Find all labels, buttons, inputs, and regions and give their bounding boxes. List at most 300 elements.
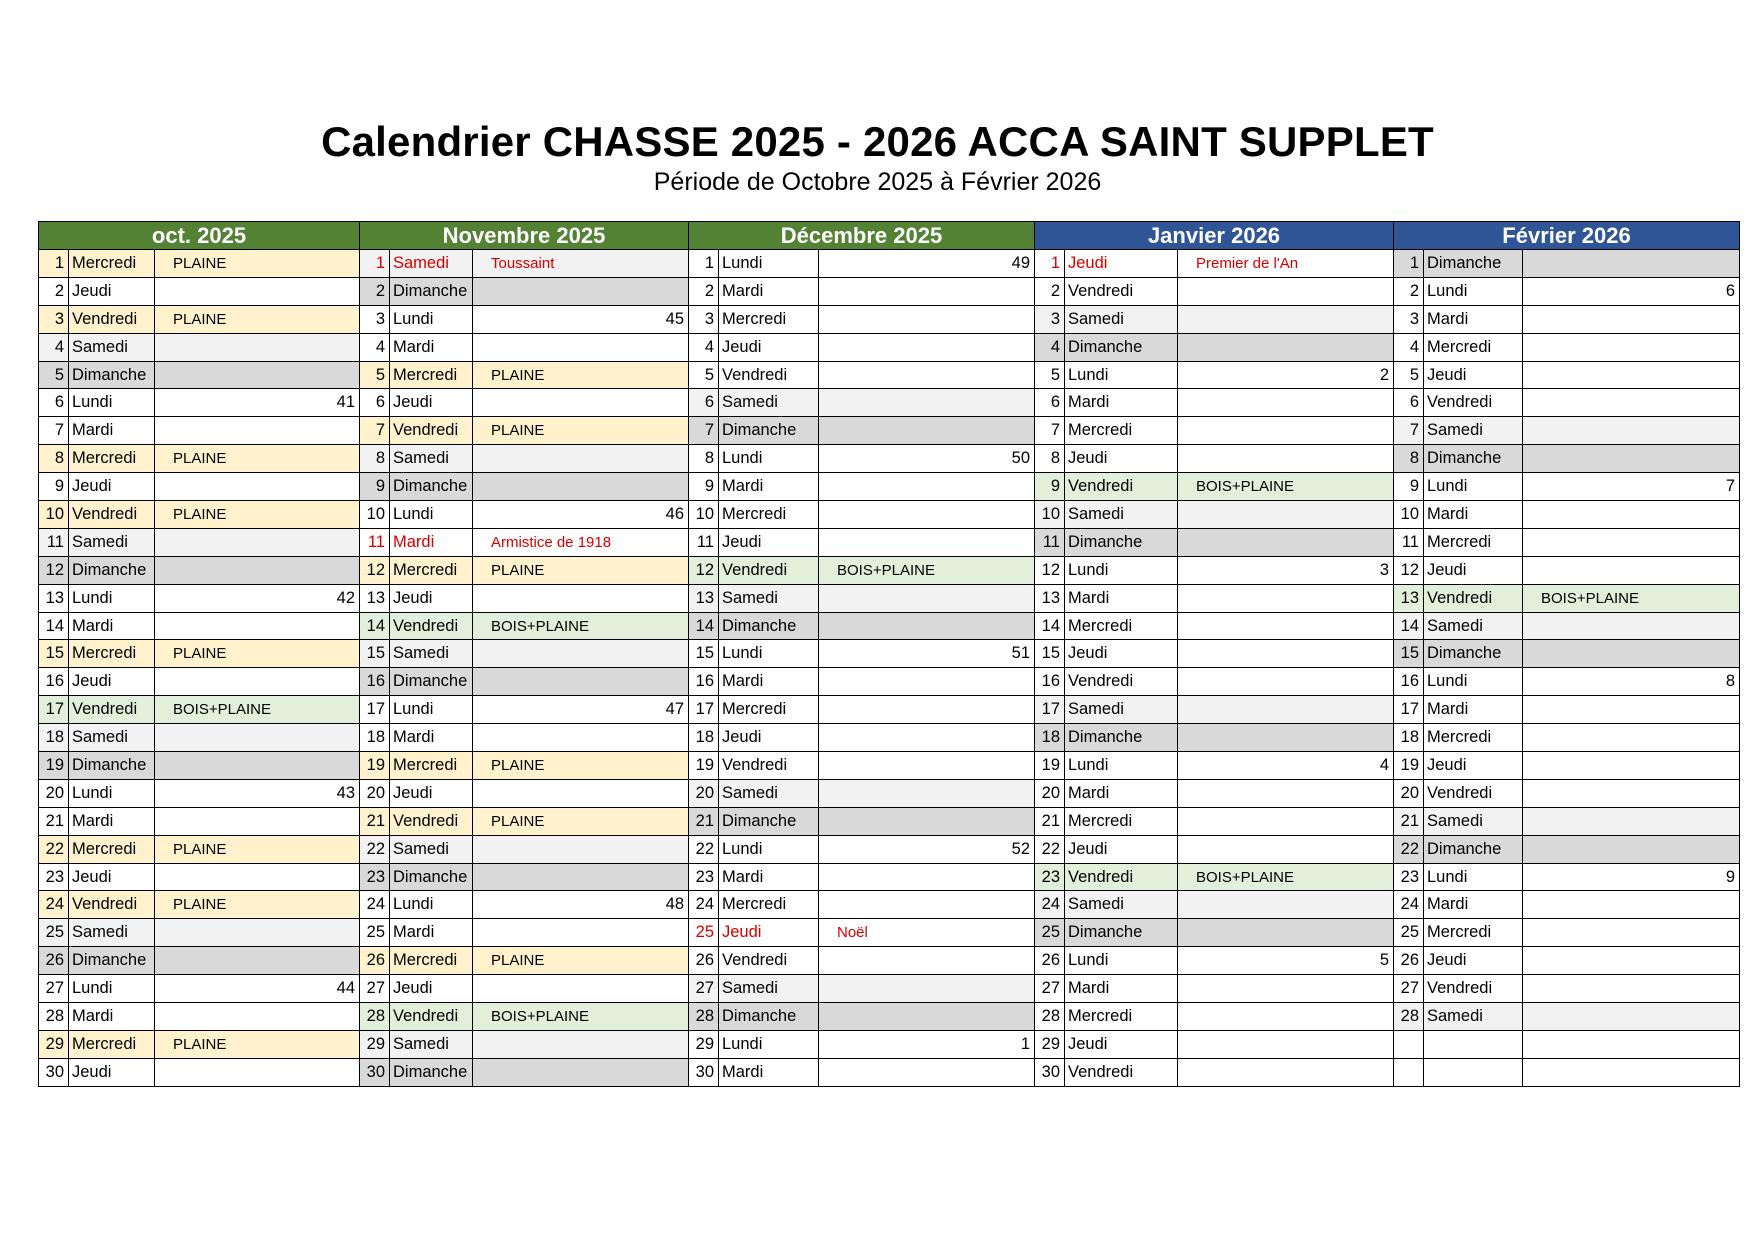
- day-name: Jeudi: [1065, 1030, 1178, 1058]
- day-number: 11: [689, 528, 719, 556]
- day-number: 25: [689, 919, 719, 947]
- day-number: [1394, 1030, 1424, 1058]
- day-name: Mardi: [69, 612, 155, 640]
- hunt-type: [819, 584, 1035, 612]
- hunt-type: BOIS+PLAINE: [155, 696, 360, 724]
- day-number: 6: [689, 389, 719, 417]
- day-name: Mercredi: [390, 361, 473, 389]
- hunt-type: [155, 752, 360, 780]
- day-number: 6: [39, 389, 69, 417]
- day-name: Dimanche: [69, 361, 155, 389]
- hunt-type: BOIS+PLAINE: [1178, 863, 1394, 891]
- hunt-type: [819, 807, 1035, 835]
- day-number: 7: [360, 417, 390, 445]
- week-number: 47: [473, 696, 689, 724]
- day-number: 27: [1394, 975, 1424, 1003]
- day-name: Vendredi: [1424, 975, 1523, 1003]
- hunt-type: BOIS+PLAINE: [1178, 473, 1394, 501]
- page-title: Calendrier CHASSE 2025 - 2026 ACCA SAINT SUPPLET: [321, 118, 1434, 165]
- day-name: Dimanche: [1065, 528, 1178, 556]
- hunt-type: [1178, 417, 1394, 445]
- hunt-type: [155, 724, 360, 752]
- day-name: [1424, 1058, 1523, 1086]
- day-name: Jeudi: [1424, 947, 1523, 975]
- day-number: 2: [689, 277, 719, 305]
- week-number: 8: [1523, 668, 1740, 696]
- day-number: 28: [689, 1003, 719, 1031]
- calendar-row: [39, 277, 1740, 305]
- hunt-type: [155, 947, 360, 975]
- day-number: 20: [39, 779, 69, 807]
- hunt-type: [473, 1058, 689, 1086]
- day-number: 1: [689, 250, 719, 278]
- day-number: 12: [39, 556, 69, 584]
- hunt-type: [1178, 696, 1394, 724]
- day-number: 10: [39, 501, 69, 529]
- day-name: Vendredi: [1424, 779, 1523, 807]
- hunting-calendar-table: [38, 221, 1740, 1087]
- hunt-type: [1523, 250, 1740, 278]
- day-name: Samedi: [390, 640, 473, 668]
- day-number: 17: [1035, 696, 1065, 724]
- hunt-type: PLAINE: [155, 1030, 360, 1058]
- day-number: 6: [360, 389, 390, 417]
- day-name: Samedi: [719, 584, 819, 612]
- day-number: 8: [1394, 445, 1424, 473]
- month-header: Novembre 2025: [360, 222, 689, 250]
- day-number: 24: [360, 891, 390, 919]
- day-name: Mercredi: [69, 835, 155, 863]
- day-name: Mardi: [1065, 584, 1178, 612]
- day-number: 14: [1035, 612, 1065, 640]
- day-number: 20: [360, 779, 390, 807]
- calendar-row: [39, 807, 1740, 835]
- day-name: Mercredi: [1424, 724, 1523, 752]
- week-number: 2: [1178, 361, 1394, 389]
- day-number: 7: [1394, 417, 1424, 445]
- day-number: 11: [360, 528, 390, 556]
- day-name: Jeudi: [1065, 835, 1178, 863]
- day-name: Mardi: [1065, 389, 1178, 417]
- day-number: 4: [1394, 333, 1424, 361]
- day-name: Vendredi: [390, 417, 473, 445]
- day-name: Jeudi: [390, 584, 473, 612]
- day-number: 7: [39, 417, 69, 445]
- hunt-type: [1523, 305, 1740, 333]
- day-name: Jeudi: [69, 668, 155, 696]
- hunt-type: PLAINE: [473, 807, 689, 835]
- day-number: 16: [39, 668, 69, 696]
- day-number: 16: [360, 668, 390, 696]
- day-name: Mercredi: [719, 696, 819, 724]
- day-name: Dimanche: [1424, 250, 1523, 278]
- hunt-type: [1178, 975, 1394, 1003]
- calendar-body: [39, 250, 1740, 1087]
- hunt-type: PLAINE: [155, 835, 360, 863]
- day-name: Samedi: [1424, 612, 1523, 640]
- hunt-type: BOIS+PLAINE: [819, 556, 1035, 584]
- day-number: 22: [1035, 835, 1065, 863]
- day-number: 9: [360, 473, 390, 501]
- day-number: 21: [360, 807, 390, 835]
- day-number: 9: [39, 473, 69, 501]
- hunt-type: [473, 277, 689, 305]
- holiday-label: Toussaint: [473, 250, 689, 278]
- day-name: Lundi: [1065, 361, 1178, 389]
- day-number: 12: [1035, 556, 1065, 584]
- day-name: Samedi: [390, 250, 473, 278]
- day-name: Mercredi: [69, 250, 155, 278]
- hunt-type: [1523, 975, 1740, 1003]
- day-name: Mercredi: [1424, 333, 1523, 361]
- day-number: 10: [1394, 501, 1424, 529]
- day-name: Jeudi: [1424, 556, 1523, 584]
- day-number: 12: [689, 556, 719, 584]
- day-name: Vendredi: [719, 556, 819, 584]
- calendar-row: [39, 528, 1740, 556]
- day-name: Mardi: [719, 668, 819, 696]
- day-number: 21: [1394, 807, 1424, 835]
- hunt-type: [473, 445, 689, 473]
- hunt-type: BOIS+PLAINE: [1523, 584, 1740, 612]
- day-number: 9: [1394, 473, 1424, 501]
- week-number: 44: [155, 975, 360, 1003]
- day-number: 15: [360, 640, 390, 668]
- hunt-type: [819, 473, 1035, 501]
- calendar-row: [39, 612, 1740, 640]
- day-number: 22: [689, 835, 719, 863]
- day-name: Vendredi: [1065, 473, 1178, 501]
- day-number: 8: [39, 445, 69, 473]
- hunt-type: [819, 779, 1035, 807]
- day-number: 19: [689, 752, 719, 780]
- day-name: Dimanche: [719, 417, 819, 445]
- day-name: Jeudi: [1065, 640, 1178, 668]
- day-name: Vendredi: [69, 305, 155, 333]
- hunt-type: [819, 891, 1035, 919]
- day-number: 30: [1035, 1058, 1065, 1086]
- week-number: 6: [1523, 277, 1740, 305]
- day-name: Dimanche: [1065, 724, 1178, 752]
- day-name: Jeudi: [1065, 445, 1178, 473]
- day-name: Mardi: [69, 807, 155, 835]
- hunt-type: [819, 947, 1035, 975]
- day-name: Samedi: [1065, 305, 1178, 333]
- day-name: Lundi: [69, 389, 155, 417]
- day-name: Mercredi: [69, 1030, 155, 1058]
- day-number: 30: [689, 1058, 719, 1086]
- hunt-type: [473, 724, 689, 752]
- day-number: 19: [360, 752, 390, 780]
- hunt-type: [1523, 947, 1740, 975]
- day-number: 27: [39, 975, 69, 1003]
- day-number: 2: [360, 277, 390, 305]
- hunt-type: [1178, 807, 1394, 835]
- day-number: 24: [689, 891, 719, 919]
- day-name: Samedi: [1065, 696, 1178, 724]
- calendar-row: [39, 975, 1740, 1003]
- day-number: 8: [689, 445, 719, 473]
- day-number: 17: [689, 696, 719, 724]
- hunt-type: [1523, 612, 1740, 640]
- day-number: 6: [1035, 389, 1065, 417]
- hunt-type: [155, 919, 360, 947]
- hunt-type: [819, 1058, 1035, 1086]
- hunt-type: [1523, 640, 1740, 668]
- day-name: Jeudi: [390, 389, 473, 417]
- calendar-row: [39, 556, 1740, 584]
- day-number: 4: [1035, 333, 1065, 361]
- hunt-type: [473, 584, 689, 612]
- month-header: Décembre 2025: [689, 222, 1035, 250]
- calendar-row: [39, 1058, 1740, 1086]
- hunt-type: [155, 1003, 360, 1031]
- day-number: 17: [39, 696, 69, 724]
- day-name: Mercredi: [69, 445, 155, 473]
- day-number: 26: [39, 947, 69, 975]
- hunt-type: [819, 417, 1035, 445]
- calendar-row: [39, 668, 1740, 696]
- month-header: Janvier 2026: [1035, 222, 1394, 250]
- week-number: 45: [473, 305, 689, 333]
- day-name: Mercredi: [1065, 417, 1178, 445]
- day-name: Vendredi: [69, 891, 155, 919]
- day-number: 17: [1394, 696, 1424, 724]
- day-name: Dimanche: [1065, 333, 1178, 361]
- calendar-row: [39, 305, 1740, 333]
- day-number: 24: [39, 891, 69, 919]
- hunt-type: [819, 389, 1035, 417]
- day-name: Jeudi: [69, 473, 155, 501]
- day-name: Vendredi: [1065, 863, 1178, 891]
- hunt-type: [1523, 333, 1740, 361]
- day-name: Mardi: [1424, 696, 1523, 724]
- day-name: Lundi: [719, 640, 819, 668]
- day-number: 24: [1035, 891, 1065, 919]
- day-number: 3: [39, 305, 69, 333]
- day-name: Jeudi: [69, 863, 155, 891]
- hunt-type: [1178, 1003, 1394, 1031]
- day-name: Samedi: [1424, 417, 1523, 445]
- day-number: 18: [1035, 724, 1065, 752]
- day-number: 16: [1394, 668, 1424, 696]
- day-name: Samedi: [69, 333, 155, 361]
- calendar-row: [39, 333, 1740, 361]
- day-number: 28: [1394, 1003, 1424, 1031]
- day-number: 4: [360, 333, 390, 361]
- day-name: Mardi: [1424, 305, 1523, 333]
- hunt-type: [155, 361, 360, 389]
- calendar-row: [39, 389, 1740, 417]
- hunt-type: [819, 277, 1035, 305]
- day-number: 19: [1394, 752, 1424, 780]
- day-name: Vendredi: [390, 612, 473, 640]
- calendar-row: [39, 947, 1740, 975]
- hunt-type: [473, 919, 689, 947]
- day-name: Jeudi: [1424, 752, 1523, 780]
- day-name: Mardi: [1065, 975, 1178, 1003]
- hunt-type: [473, 389, 689, 417]
- week-number: 46: [473, 501, 689, 529]
- day-number: 5: [360, 361, 390, 389]
- day-number: 9: [1035, 473, 1065, 501]
- hunt-type: [819, 361, 1035, 389]
- hunt-type: [1178, 640, 1394, 668]
- day-number: 29: [39, 1030, 69, 1058]
- day-name: Lundi: [1424, 863, 1523, 891]
- day-name: Mardi: [1424, 891, 1523, 919]
- day-name: Lundi: [69, 975, 155, 1003]
- day-name: Dimanche: [390, 1058, 473, 1086]
- day-number: 14: [1394, 612, 1424, 640]
- day-number: 6: [1394, 389, 1424, 417]
- week-number: 51: [819, 640, 1035, 668]
- hunt-type: [155, 333, 360, 361]
- day-number: 25: [1394, 919, 1424, 947]
- hunt-type: [155, 807, 360, 835]
- holiday-label: Noël: [819, 919, 1035, 947]
- day-name: Mardi: [719, 863, 819, 891]
- hunt-type: [155, 528, 360, 556]
- hunt-type: [819, 305, 1035, 333]
- hunt-type: [1523, 501, 1740, 529]
- day-name: Lundi: [719, 250, 819, 278]
- day-name: Samedi: [1424, 1003, 1523, 1031]
- hunt-type: [473, 333, 689, 361]
- day-number: 13: [689, 584, 719, 612]
- day-name: Vendredi: [1424, 584, 1523, 612]
- hunt-type: [155, 556, 360, 584]
- day-name: [1424, 1030, 1523, 1058]
- day-name: Samedi: [69, 528, 155, 556]
- day-number: 18: [1394, 724, 1424, 752]
- day-number: 21: [39, 807, 69, 835]
- week-number: 43: [155, 779, 360, 807]
- hunt-type: [473, 863, 689, 891]
- calendar-row: [39, 779, 1740, 807]
- day-number: 26: [1394, 947, 1424, 975]
- day-number: 8: [1035, 445, 1065, 473]
- day-name: Jeudi: [719, 919, 819, 947]
- hunt-type: [1178, 501, 1394, 529]
- day-name: Mardi: [390, 919, 473, 947]
- hunt-type: [1523, 361, 1740, 389]
- hunt-type: [1523, 696, 1740, 724]
- day-number: 25: [1035, 919, 1065, 947]
- day-name: Samedi: [69, 919, 155, 947]
- day-name: Vendredi: [1065, 277, 1178, 305]
- hunt-type: [1523, 752, 1740, 780]
- day-number: 28: [1035, 1003, 1065, 1031]
- day-name: Dimanche: [390, 863, 473, 891]
- calendar-row: [39, 473, 1740, 501]
- hunt-type: [1523, 835, 1740, 863]
- hunt-type: [1523, 724, 1740, 752]
- day-number: 18: [360, 724, 390, 752]
- day-number: 27: [689, 975, 719, 1003]
- hunt-type: [473, 668, 689, 696]
- hunt-type: [1523, 389, 1740, 417]
- day-name: Mercredi: [390, 752, 473, 780]
- hunt-type: [1523, 1030, 1740, 1058]
- hunt-type: PLAINE: [155, 501, 360, 529]
- hunt-type: [155, 668, 360, 696]
- day-name: Samedi: [1065, 501, 1178, 529]
- day-name: Mardi: [1065, 779, 1178, 807]
- day-number: 1: [1035, 250, 1065, 278]
- day-name: Mercredi: [719, 891, 819, 919]
- hunt-type: [1523, 1058, 1740, 1086]
- hunt-type: [819, 333, 1035, 361]
- hunt-type: [155, 1058, 360, 1086]
- hunt-type: [473, 975, 689, 1003]
- day-name: Samedi: [719, 389, 819, 417]
- hunt-type: [1178, 724, 1394, 752]
- day-number: 15: [689, 640, 719, 668]
- day-number: 27: [360, 975, 390, 1003]
- day-number: 13: [360, 584, 390, 612]
- day-name: Lundi: [1065, 947, 1178, 975]
- day-number: 20: [1035, 779, 1065, 807]
- hunt-type: PLAINE: [155, 891, 360, 919]
- day-number: 7: [689, 417, 719, 445]
- hunt-type: [155, 473, 360, 501]
- day-number: 12: [1394, 556, 1424, 584]
- day-name: Mardi: [69, 417, 155, 445]
- day-number: 30: [360, 1058, 390, 1086]
- day-number: 7: [1035, 417, 1065, 445]
- day-name: Vendredi: [719, 361, 819, 389]
- day-number: 21: [1035, 807, 1065, 835]
- day-name: Jeudi: [390, 975, 473, 1003]
- day-number: 24: [1394, 891, 1424, 919]
- hunt-type: [1523, 556, 1740, 584]
- hunt-type: [473, 640, 689, 668]
- hunt-type: [155, 417, 360, 445]
- day-number: 30: [39, 1058, 69, 1086]
- day-number: 4: [39, 333, 69, 361]
- calendar-row: [39, 445, 1740, 473]
- day-number: 23: [1394, 863, 1424, 891]
- day-number: 11: [39, 528, 69, 556]
- week-number: 52: [819, 835, 1035, 863]
- day-name: Lundi: [390, 305, 473, 333]
- day-number: 14: [39, 612, 69, 640]
- day-name: Mercredi: [1065, 1003, 1178, 1031]
- week-number: 50: [819, 445, 1035, 473]
- day-name: Samedi: [1424, 807, 1523, 835]
- hunt-type: [1178, 305, 1394, 333]
- week-number: 41: [155, 389, 360, 417]
- hunt-type: [473, 473, 689, 501]
- day-name: Dimanche: [1424, 835, 1523, 863]
- hunt-type: [1178, 333, 1394, 361]
- hunt-type: [819, 1003, 1035, 1031]
- calendar-row: [39, 501, 1740, 529]
- day-number: 17: [360, 696, 390, 724]
- hunt-type: [1178, 277, 1394, 305]
- hunt-type: [819, 668, 1035, 696]
- day-number: 10: [1035, 501, 1065, 529]
- day-number: 29: [360, 1030, 390, 1058]
- hunt-type: [1523, 891, 1740, 919]
- holiday-label: Armistice de 1918: [473, 528, 689, 556]
- day-number: 3: [689, 305, 719, 333]
- day-name: Lundi: [719, 1030, 819, 1058]
- day-name: Mercredi: [1065, 612, 1178, 640]
- hunt-type: PLAINE: [155, 250, 360, 278]
- day-name: Mardi: [719, 1058, 819, 1086]
